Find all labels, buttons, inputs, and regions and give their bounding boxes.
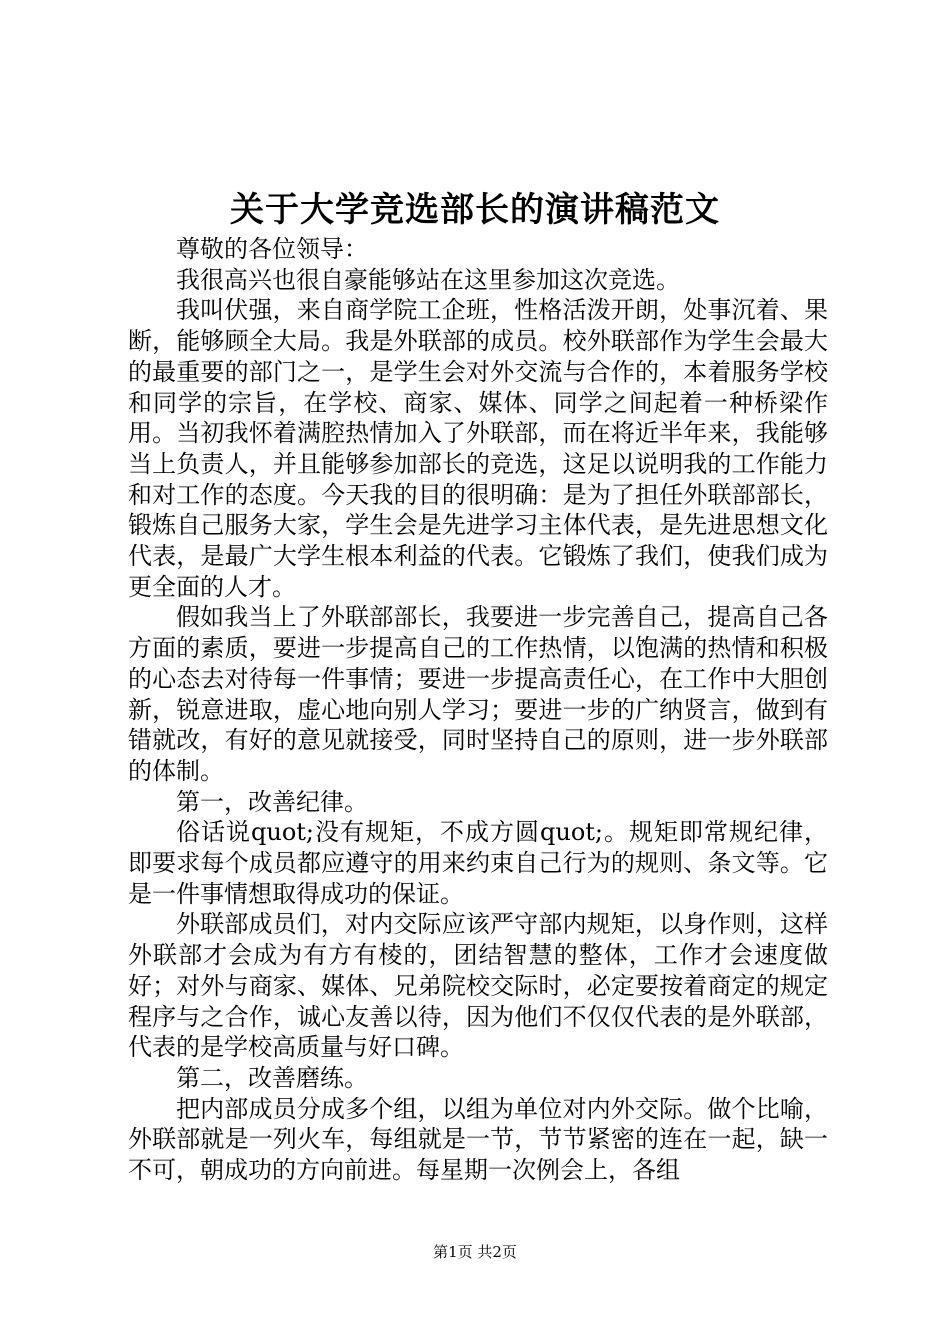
paragraph-groups: 把内部成员分成多个组，以组为单位对内外交际。做个比喻，外联部就是一列火车，每组就是一节，节节紧密的连在一起，缺一不可，朝成功的方向前进。每星期一次例会上，各组 bbox=[128, 1094, 828, 1185]
paragraph-self-introduction: 我叫伏强，来自商学院工企班，性格活泼开朗，处事沉着、果断，能够顾全大局。我是外联部的成员。校外联部作为学生会最大的最重要的部门之一，是学生会对外交流与合作的，本着服务学校和同学的宗旨，在学校、商家、媒体、同学之间起着一种桥梁作用。当初我怀着满腔热情加入了外联部，而在将近半年来，我能够当上负责人，并且能够参加部长的竞选，这足以说明我的工作能力和对工作的态度。今天我的目的很明确：是为了担任外联部部长，锻炼自己服务大家，学生会是先进学习主体代表，是先进思想文化代表，是最广大学生根本利益的代表。它锻炼了我们，使我们成为更全面的人才。 bbox=[128, 296, 828, 601]
paragraph-plan: 假如我当上了外联部部长，我要进一步完善自己，提高自己各方面的素质，要进一步提高自己的工作热情，以饱满的热情和积极的心态去对待每一件事情；要进一步提高责任心，在工作中大胆创新，锐意进取，虚心地向别人学习；要进一步的广纳贤言，做到有错就改，有好的意见就接受，同时坚持自己的原则，进一步外联部的体制。 bbox=[128, 603, 828, 785]
paragraph-heading-first: 第一，改善纪律。 bbox=[176, 787, 368, 816]
paragraph-discipline: 俗话说quot;没有规矩，不成方圆quot;。规矩即常规纪律，即要求每个成员都应遵守的用来约束自己行为的规则、条文等。它是一件事情想取得成功的保证。 bbox=[128, 818, 828, 908]
paragraph-salutation: 尊敬的各位领导： bbox=[176, 235, 368, 263]
paragraph-members-conduct: 外联部成员们，对内交际应该严守部内规矩，以身作则，这样外联部才会成为有方有棱的，团结智慧的整体，工作才会速度做好；对外与商家、媒体、兄弟院校交际时，必定要按着商定的规定程序与之合作，诚心友善以待，因为他们不仅仅代表的是外联部，代表的是学校高质量与好口碑。 bbox=[128, 910, 828, 1062]
page-number-footer: 第1页 共2页 bbox=[433, 1243, 517, 1261]
paragraph-heading-second: 第二，改善磨练。 bbox=[176, 1063, 368, 1092]
document-title: 关于大学竞选部长的演讲稿范文 bbox=[230, 190, 720, 230]
document-body bbox=[128, 234, 828, 1186]
paragraph-opening: 我很高兴也很自豪能够站在这里参加这次竞选。 bbox=[176, 265, 680, 294]
